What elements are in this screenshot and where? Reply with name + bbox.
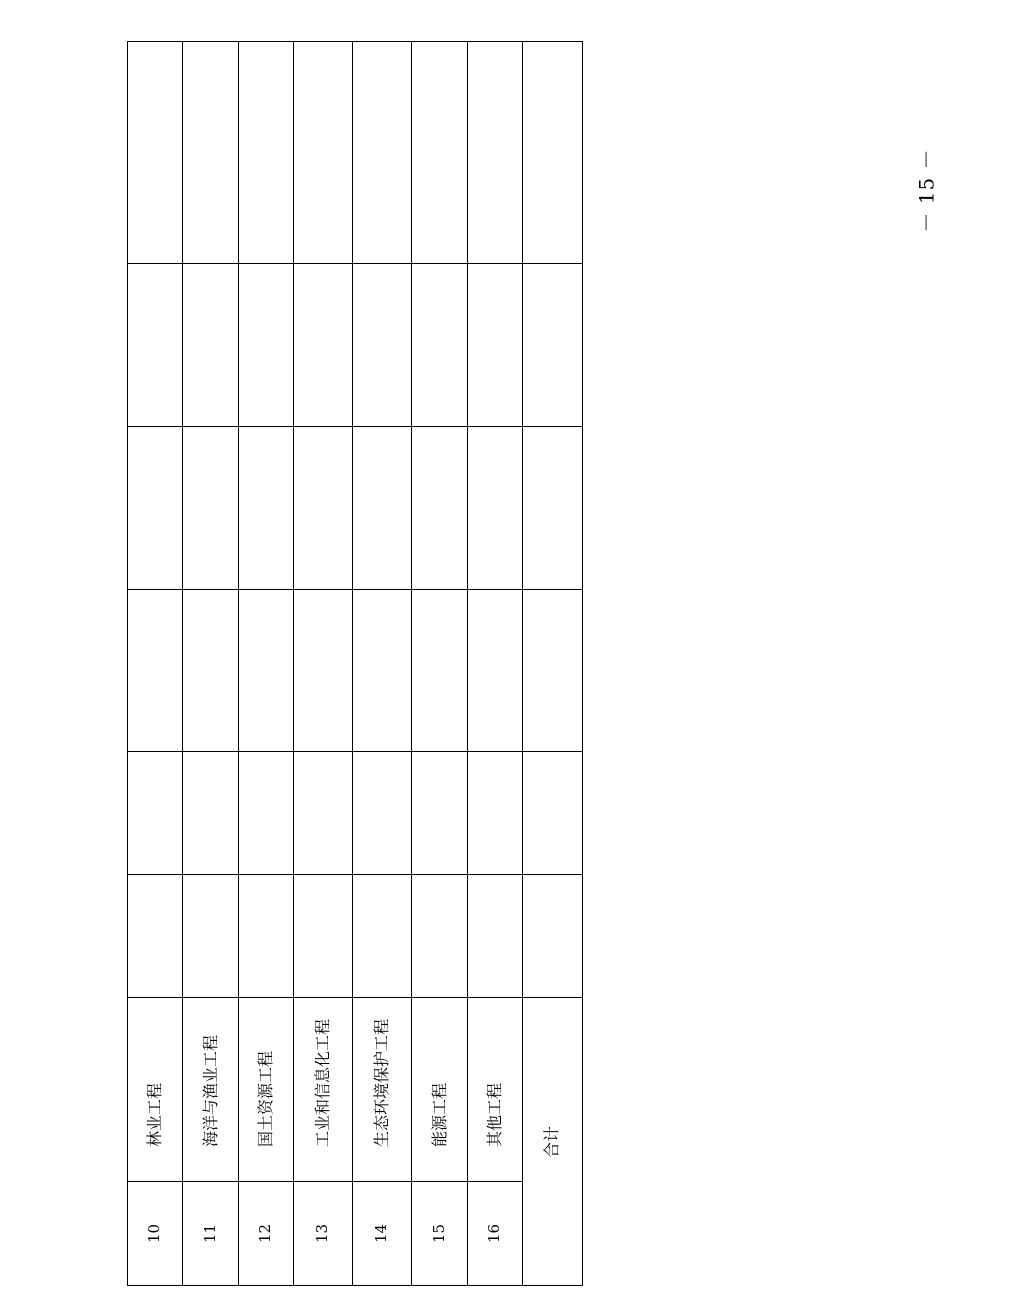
row-number-cell — [128, 1182, 182, 1285]
row-name-cell — [239, 998, 293, 1181]
table-border-top — [127, 41, 583, 42]
row-number: 12 — [256, 1223, 275, 1244]
row-number: 14 — [372, 1223, 391, 1244]
row-name: 海洋与渔业工程 — [200, 1034, 220, 1147]
table-border-bottom — [127, 1285, 583, 1286]
row-name-cell — [294, 998, 352, 1181]
total-cell — [523, 998, 582, 1285]
row-name-cell — [128, 998, 182, 1181]
row-name: 生态环境保护工程 — [372, 1018, 391, 1147]
row-number: 10 — [145, 1223, 164, 1244]
total-label: 合计 — [542, 1125, 562, 1158]
page-number — [905, 147, 945, 233]
row-name: 其他工程 — [485, 1082, 504, 1147]
row-name-cell — [468, 998, 522, 1181]
row-number-cell — [412, 1182, 467, 1285]
row-number: 16 — [485, 1223, 504, 1244]
row-number: 11 — [201, 1223, 219, 1244]
page-number-text: － 15 － — [914, 147, 939, 233]
row-name-cell — [412, 998, 467, 1181]
row-number: 15 — [430, 1223, 448, 1244]
column-divider — [127, 263, 583, 264]
row-number-cell — [353, 1182, 411, 1285]
row-number-cell — [183, 1182, 238, 1285]
row-name: 能源工程 — [429, 1082, 449, 1147]
column-divider — [127, 874, 583, 875]
row-name-cell — [353, 998, 411, 1181]
column-divider — [127, 426, 583, 427]
data-table — [127, 41, 583, 1286]
row-number-cell — [468, 1182, 522, 1285]
row-name-cell — [183, 998, 238, 1181]
row-name: 林业工程 — [145, 1082, 164, 1147]
row-name: 工业和信息化工程 — [313, 1018, 332, 1147]
row-number: 13 — [313, 1223, 332, 1244]
row-name: 国土资源工程 — [256, 1050, 275, 1147]
row-number-cell — [294, 1182, 352, 1285]
column-divider — [127, 751, 583, 752]
column-divider — [127, 589, 583, 590]
row-number-cell — [239, 1182, 293, 1285]
table-border-right — [582, 41, 583, 1286]
